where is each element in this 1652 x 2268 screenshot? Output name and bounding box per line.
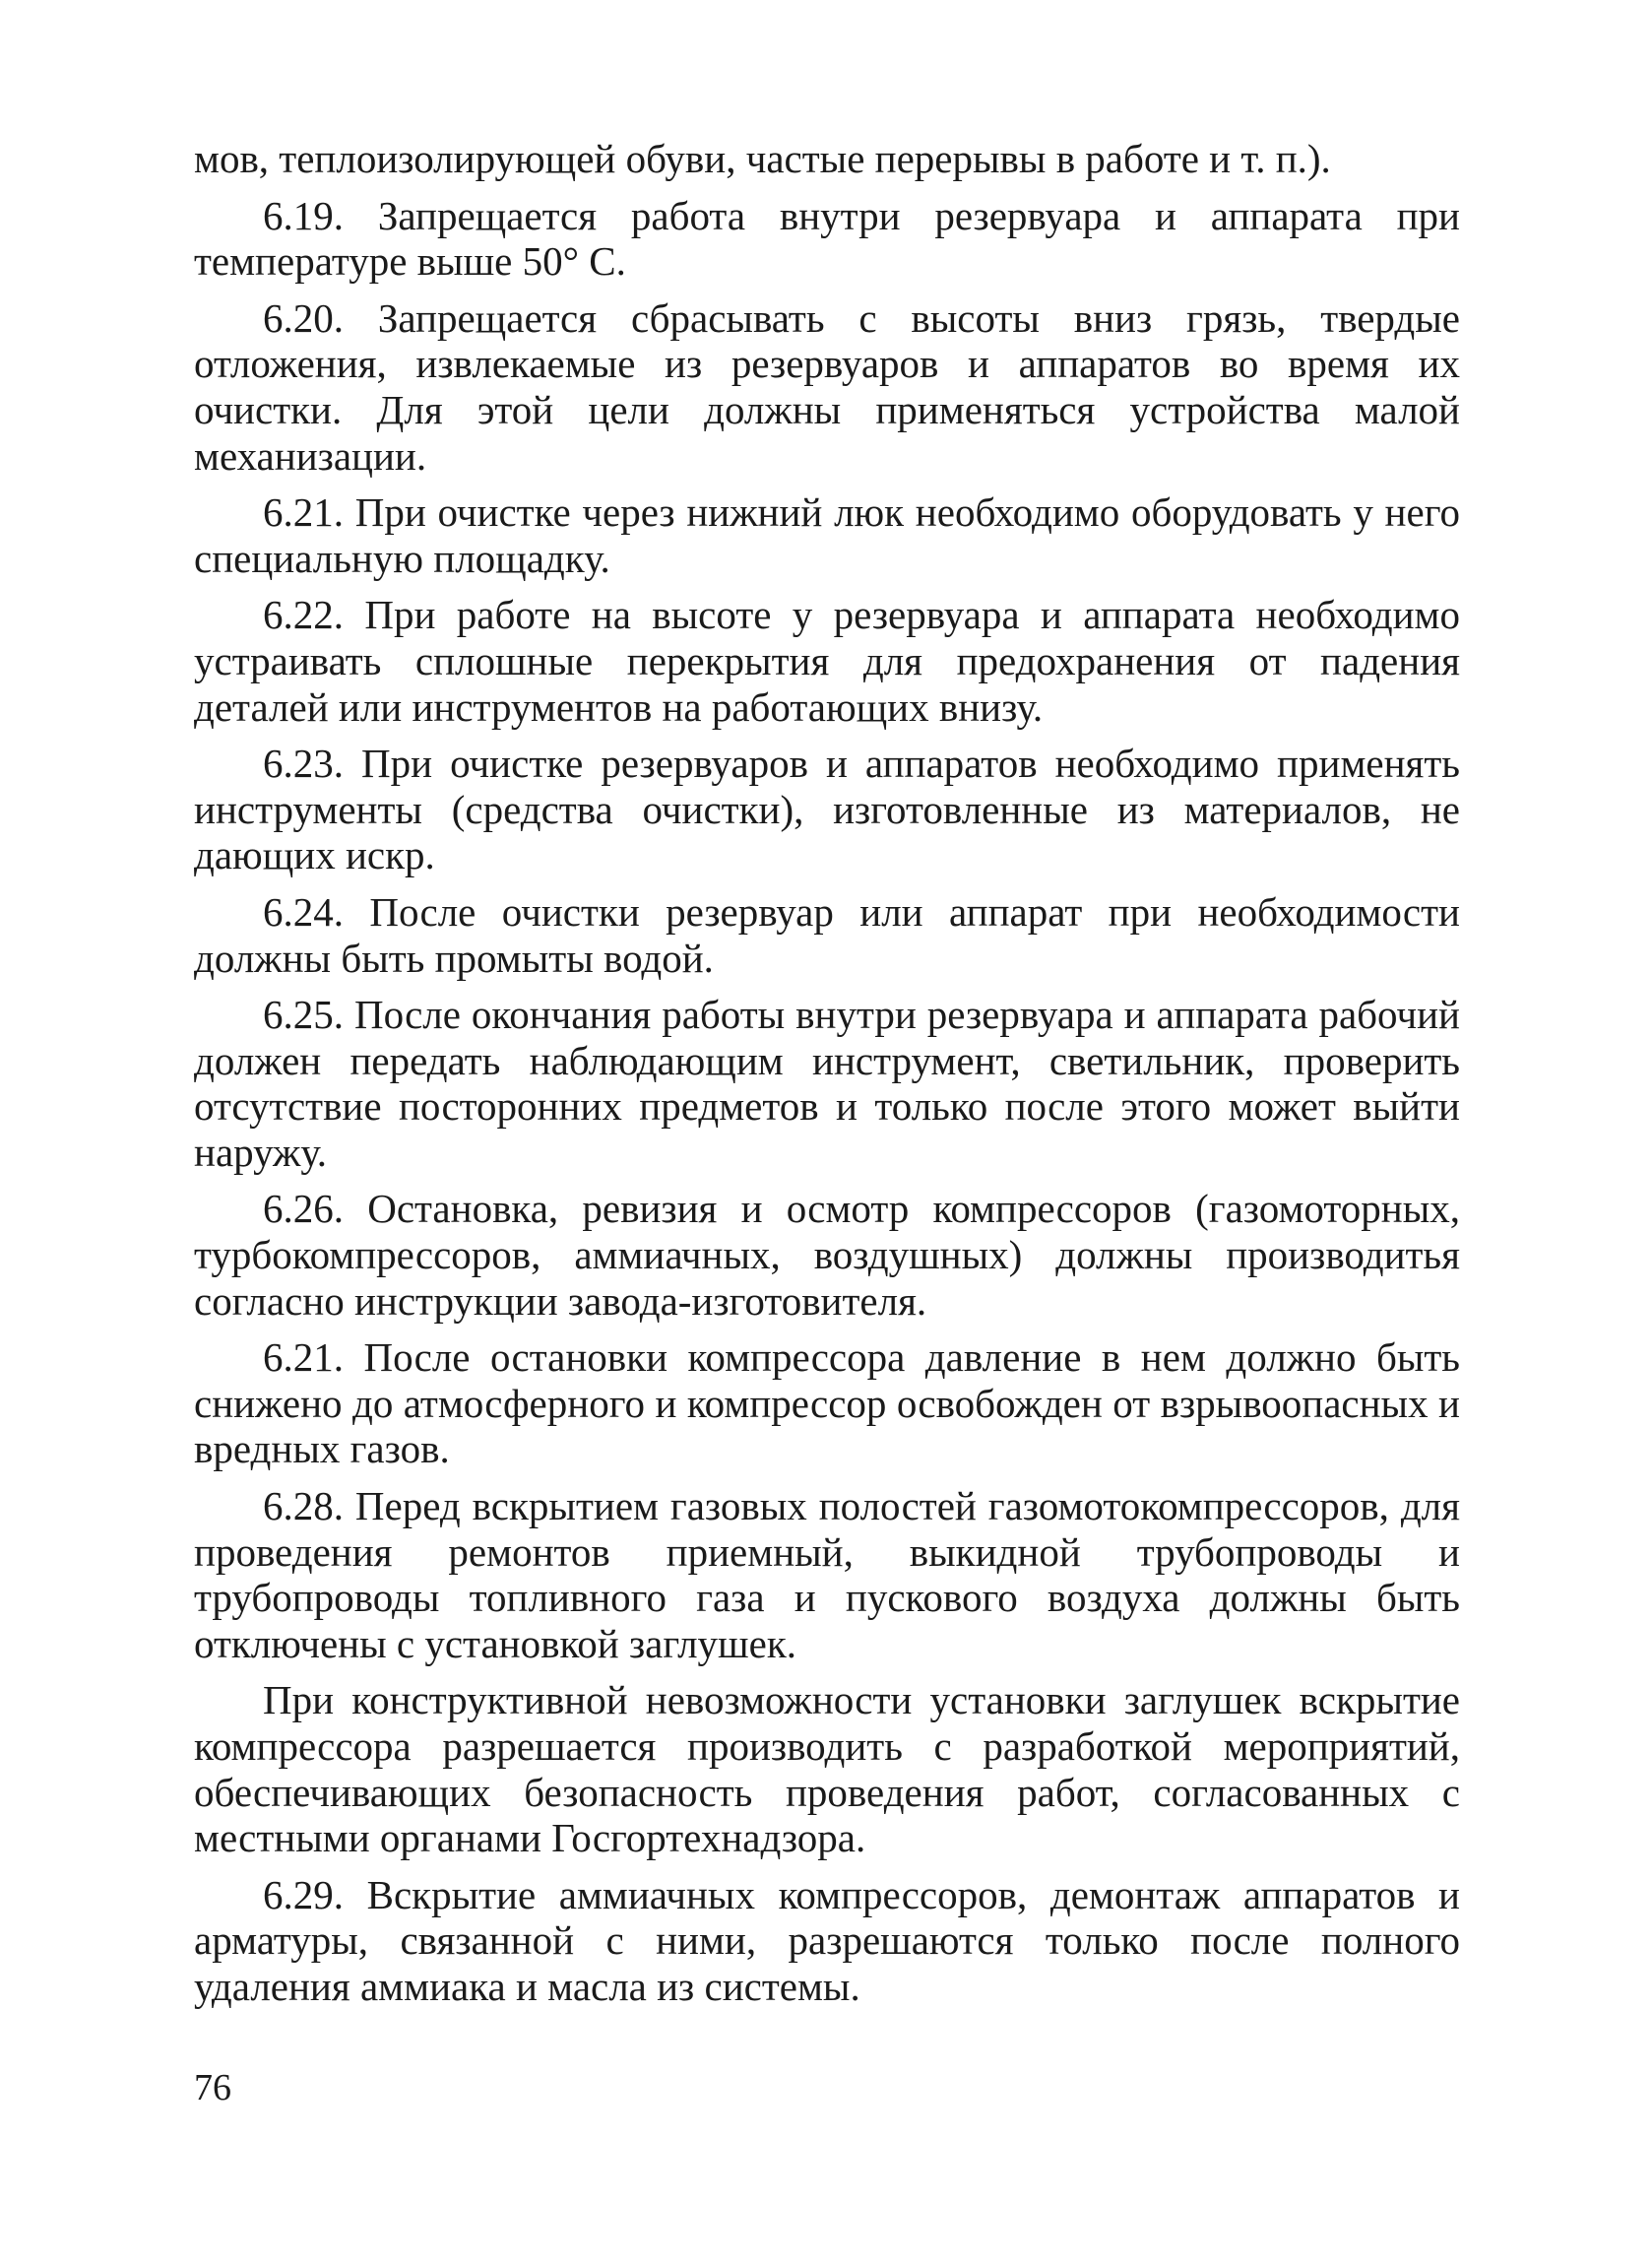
paragraph-6-24: 6.24. После очистки резервуар или аппарат при необходимости должны быть промыты водой. (194, 888, 1460, 981)
paragraph-6-19: 6.19. Запрещается работа внутри резервуара и аппарата при температуре выше 50° С. (194, 192, 1460, 285)
paragraph-6-21: 6.21. При очистке через нижний люк необходимо оборудовать у него специальную площадку. (194, 489, 1460, 581)
body-text (194, 136, 1460, 2010)
paragraph-6-26: 6.26. Остановка, ревизия и осмотр компрессоров (газомоторных, турбокомпрессоров, аммиачных, воздушных) должны производитья согласно инструкции завода-изготовителя. (194, 1186, 1460, 1324)
paragraph-6-23: 6.23. При очистке резервуаров и аппаратов необходимо применять инструменты (средства очистки), изготовленные из материалов, не дающих искр. (194, 741, 1460, 878)
paragraph-6-27: 6.21. После остановки компрессора давление в нем должно быть снижено до атмосферного и компрессор освобожден от взрывоопасных и вредных газов. (194, 1334, 1460, 1472)
paragraph-6-22: 6.22. При работе на высоте у резервуара и аппарата необходимо устраивать сплошные перекрытия для предохранения от падения деталей или инструментов на работающих внизу. (194, 592, 1460, 730)
paragraph-6-25: 6.25. После окончания работы внутри резервуара и аппарата рабочий должен передать наблюдающим инструмент, светильник, проверить отсутствие посторонних предметов и только после этого может выйти наружу. (194, 992, 1460, 1175)
paragraph-6-28-note: При конструктивной невозможности установки заглушек вскрытие компрессора разрешается производить с разработкой мероприятий, обеспечивающих безопасность проведения работ, согласованных с местными органами Госгортехнадзора. (194, 1677, 1460, 1861)
page-number: 76 (194, 2067, 231, 2108)
paragraph-6-28: 6.28. Перед вскрытием газовых полостей газомотокомпрессоров, для проведения ремонтов приемный, выкидной трубопроводы и трубопроводы топливного газа и пускового воздуха должны быть отключены с установкой заглушек. (194, 1483, 1460, 1666)
paragraph-6-29: 6.29. Вскрытие аммиачных компрессоров, демонтаж аппаратов и арматуры, связанной с ними, разрешаются только после полного удаления аммиака и масла из системы. (194, 1871, 1460, 2009)
paragraph-continuation: мов, теплоизолирующей обуви, частые перерывы в работе и т. п.). (194, 136, 1331, 181)
paragraph-6-20: 6.20. Запрещается сбрасывать с высоты вниз грязь, твердые отложения, извлекаемые из резервуаров и аппаратов во время их очистки. Для этой цели должны применяться устройства малой механизации. (194, 294, 1460, 479)
